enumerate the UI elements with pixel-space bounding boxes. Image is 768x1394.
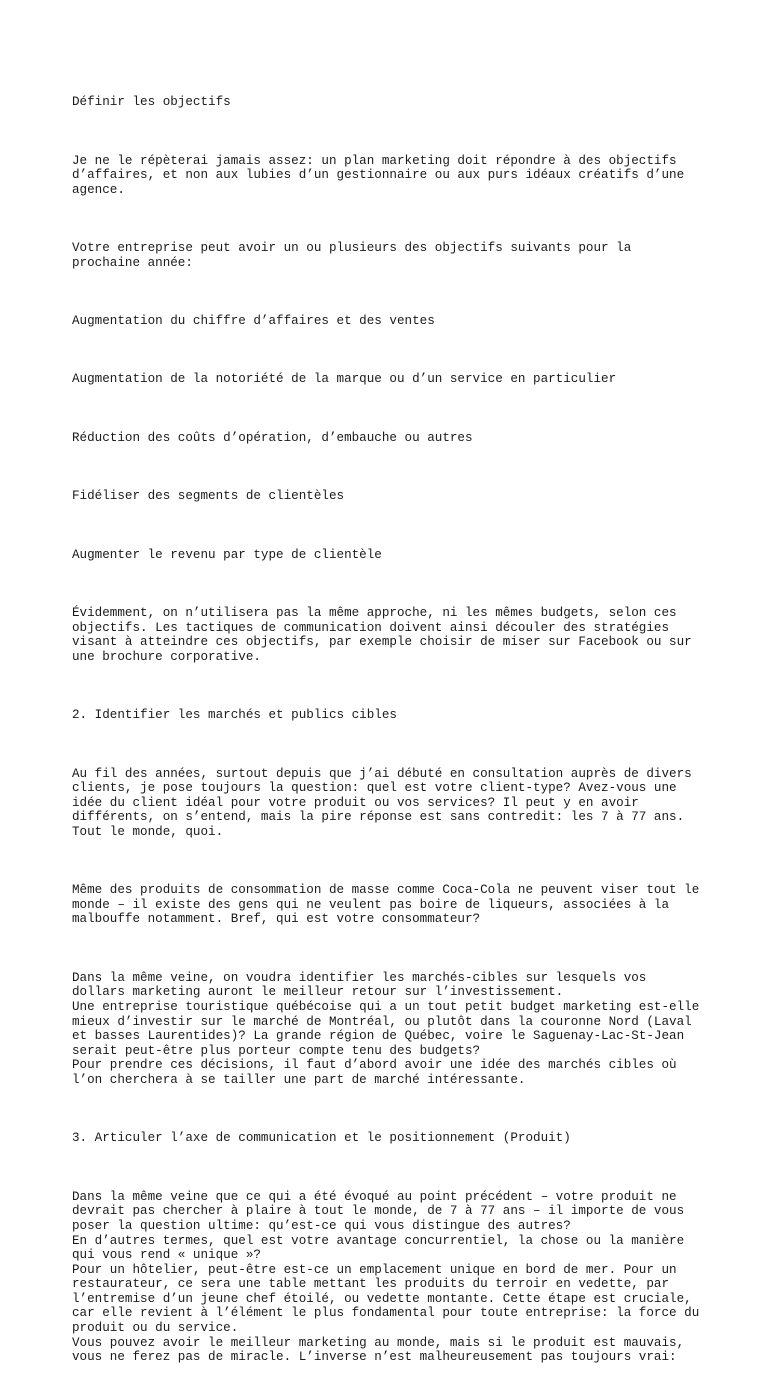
- document-body: [72, 66, 712, 1394]
- objective-item: Augmentation du chiffre d’affaires et des ventes: [72, 314, 435, 329]
- paragraph: Au fil des années, surtout depuis que j’ai débuté en consultation auprès de divers clients, je pose toujours la question: quel est votre client-type? Avez-vous une idée du client idéal pour votre produit ou vos services? Il peut y en avoir différents, on s’entend, mais la pire réponse est sans contredit: les 7 à 77 ans. Tout le monde, quoi.: [72, 766, 692, 839]
- section-heading: 3. Articuler l’axe de communication et le positionnement (Produit): [72, 1131, 571, 1146]
- paragraph: Évidemment, on n’utilisera pas la même approche, ni les mêmes budgets, selon ces objectifs. Les tactiques de communication doivent ainsi découler des stratégies visant à atteindre ces objectifs, par exemple choisir de miser sur Facebook ou sur une brochure corporative.: [72, 605, 692, 664]
- paragraph: Dans la même veine, on voudra identifier les marchés-cibles sur lesquels vos dollars marketing auront le meilleur retour sur l’investissement. Une entreprise touristique québécoise qui a un tout petit budget marketing est-elle mieux d’investir sur le marché de Montréal, ou plutôt dans la couronne Nord (Laval et basses Laurentides)? La grande région de Québec, voire le Saguenay-Lac-St-Jean serait peut-être plus porteur compte tenu des budgets? Pour prendre ces décisions, il faut d’abord avoir une idée des marchés cibles où l’on cherchera à se tailler une part de marché intéressante.: [72, 970, 700, 1087]
- objective-item: Augmentation de la notoriété de la marque ou d’un service en particulier: [72, 372, 617, 387]
- paragraph: Dans la même veine que ce qui a été évoqué au point précédent – votre produit ne devrait pas chercher à plaire à tout le monde, de 7 à 77 ans – il importe de vous poser la question ultime: qu’est-ce qui vous distingue des autres? En d’autres termes, quel est votre avantage concurrentiel, la chose ou la manière qui vous rend « unique »? Pour un hôtelier, peut-être est-ce un emplacement unique en bord de mer. Pour un restaurateur, ce sera une table mettant les produits du terroir en vedette, par l’entremise d’un jeune chef étoilé, ou vedette montante. Cette étape est cruciale, car elle revient à l’élément le plus fondamental pour toute entreprise: la force du produit ou du service. Vous pouvez avoir le meilleur marketing au monde, mais si le produit est mauvais, vous ne ferez pas de miracle. L’inverse n’est malheureusement pas toujours vrai:: [72, 1189, 700, 1365]
- objective-item: Réduction des coûts d’opération, d’embauche ou autres: [72, 430, 473, 445]
- section-heading: 2. Identifier les marchés et publics cibles: [72, 708, 397, 723]
- section-heading: Définir les objectifs: [72, 95, 231, 110]
- paragraph: Même des produits de consommation de masse comme Coca-Cola ne peuvent viser tout le monde – il existe des gens qui ne veulent pas boire de liqueurs, associées à la malbouffe notamment. Bref, qui est votre consommateur?: [72, 883, 700, 927]
- objective-item: Fidéliser des segments de clientèles: [72, 489, 345, 504]
- paragraph: Votre entreprise peut avoir un ou plusieurs des objectifs suivants pour la prochaine année:: [72, 241, 632, 270]
- objective-item: Augmenter le revenu par type de clientèle: [72, 547, 382, 562]
- paragraph: Je ne le répèterai jamais assez: un plan marketing doit répondre à des objectifs d’affaires, et non aux lubies d’un gestionnaire ou aux purs idéaux créatifs d’une agence.: [72, 153, 685, 197]
